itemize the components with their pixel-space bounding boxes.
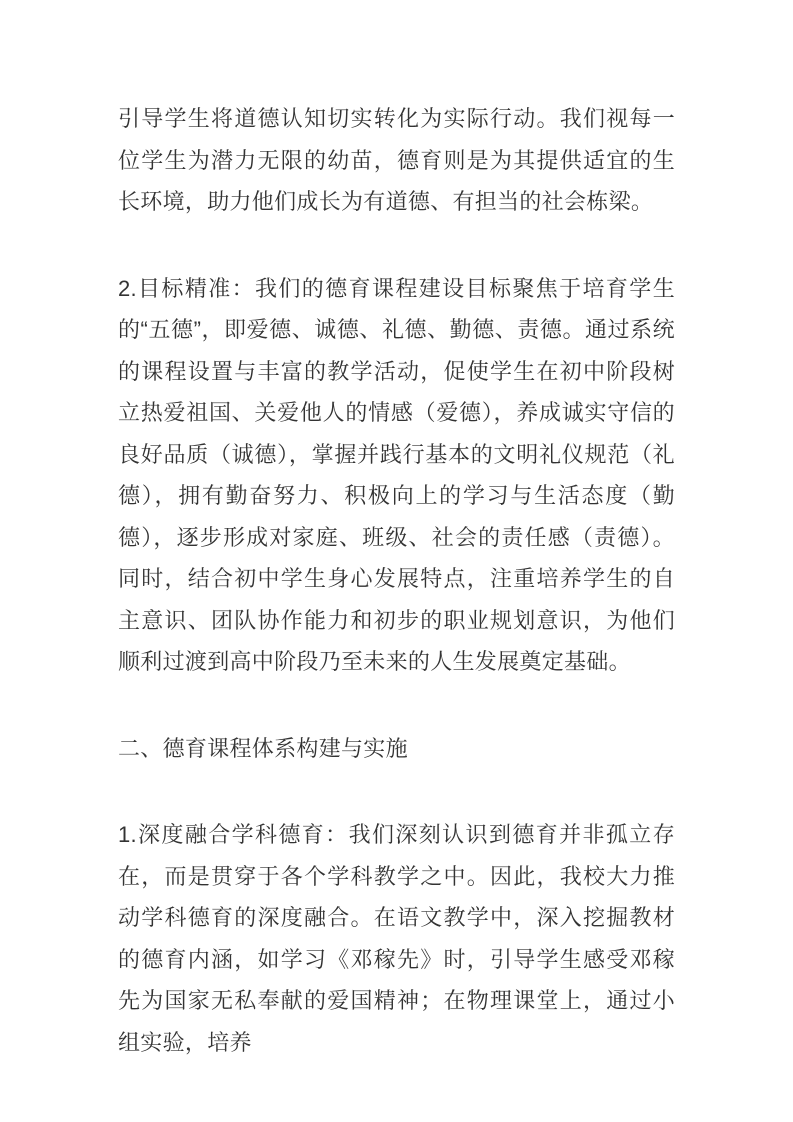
section-heading-curriculum-system: 二、德育课程体系构建与实施 [118,735,408,761]
paragraph-goal-precision: 2.目标精准：我们的德育课程建设目标聚焦于培育学生的“五德”，即爱德、诚德、礼德、勤德、责德。通过系统的课程设置与丰富的教学活动，促使学生在初中阶段树立热爱祖国、关爱他人的情感（爱德），养成诚实守信的良好品质（诚德），掌握并践行基本的文明礼仪规范（礼德），拥有勤奋努力、积极向上的学习与生活态度（勤德），逐步形成对家庭、班级、社会的责任感（责德）。同时，结合初中学生身心发展特点，注重培养学生的自主意识、团队协作能力和初步的职业规划意识，为他们顺利过渡到高中阶段乃至未来的人生发展奠定基础。 [118,275,675,674]
paragraph-subject-integration: 1.深度融合学科德育：我们深刻认识到德育并非孤立存在，而是贯穿于各个学科教学之中。因此，我校大力推动学科德育的深度融合。在语文教学中，深入挖掘教材的德育内涵，如学习《邓稼先》时，引导学生感受邓稼先为国家无私奉献的爱国精神；在物理课堂上，通过小组实验，培养 [118,822,675,1055]
paragraph-intro-continuation: 引导学生将道德认知切实转化为实际行动。我们视每一位学生为潜力无限的幼苗，德育则是为其提供适宜的生长环境，助力他们成长为有道德、有担当的社会栋梁。 [118,106,675,214]
